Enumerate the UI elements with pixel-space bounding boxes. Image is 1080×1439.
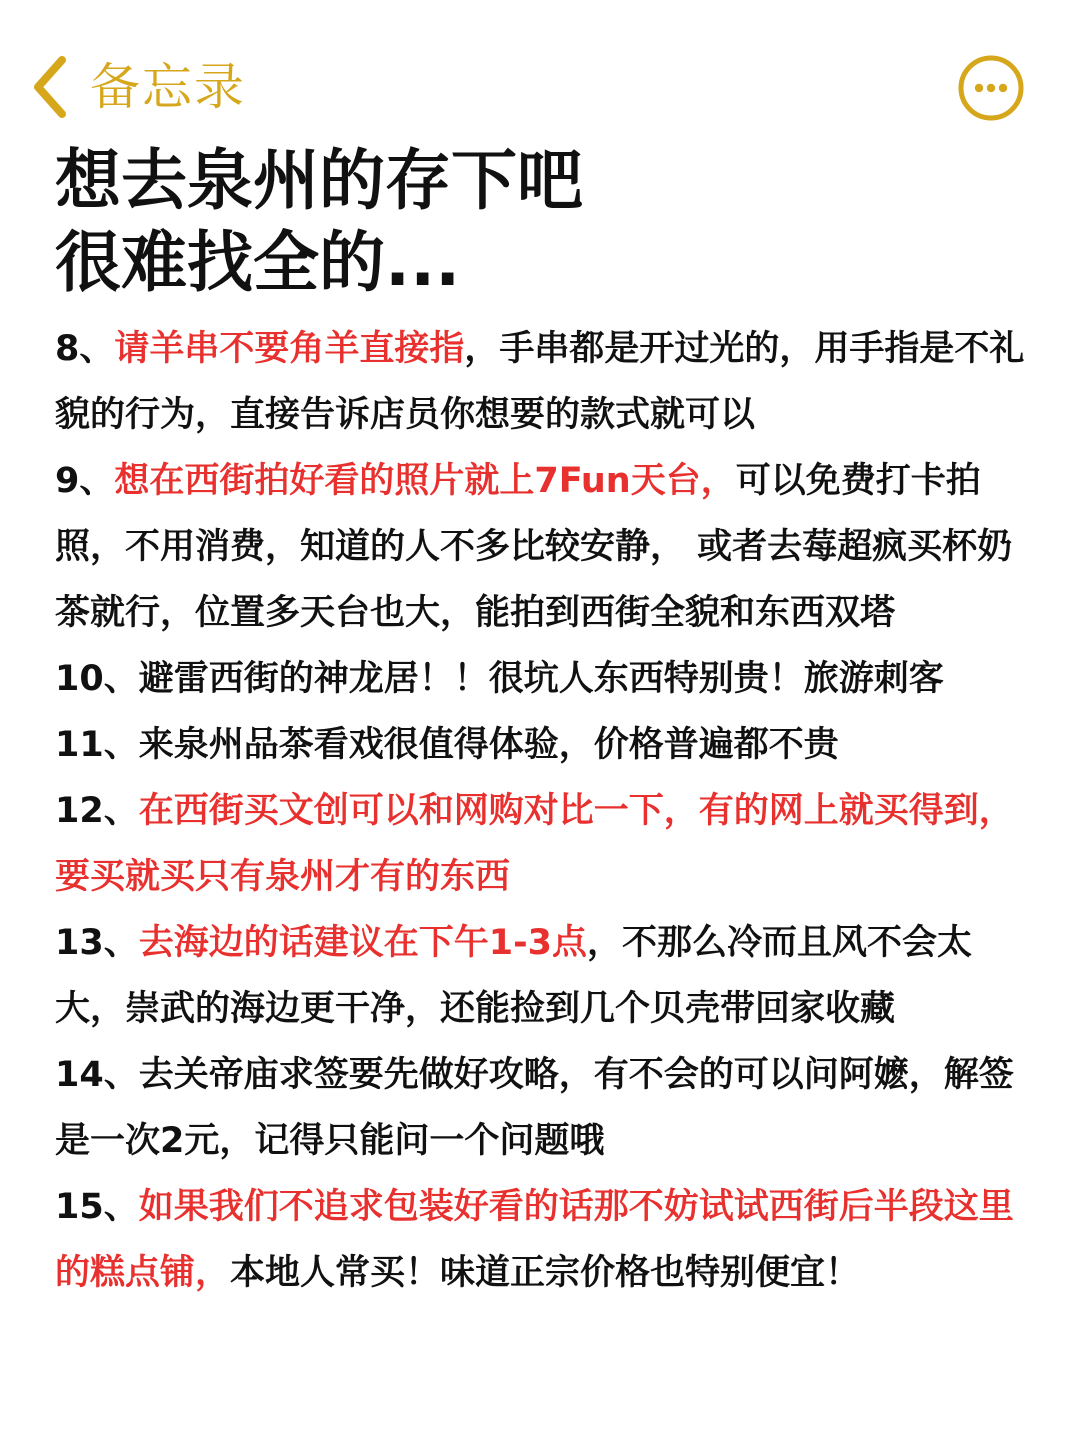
tip-text: ，手串都是开过光的，用手指是不礼貌的行为，直接告诉店员你想要的款式就可以 bbox=[55, 329, 1025, 435]
tip-text: 去关帝庙求签要先做好攻略，有不会的可以问阿嬷，解签是一次2元，记得只能问一个问题哦 bbox=[55, 1055, 1014, 1161]
chevron-left-icon bbox=[28, 52, 72, 122]
tip-number: 10、 bbox=[55, 659, 139, 699]
tip-highlight: 如果我们不追求包装好看的话那不妨试试西街后半段这里的糕点铺， bbox=[55, 1187, 1014, 1293]
tip-text: ，不那么冷而且风不会太大，崇武的海边更干净，还能捡到几个贝壳带回家收藏 bbox=[55, 923, 972, 1029]
tip-text: 避雷西街的神龙居！！很坑人东西特别贵！旅游刺客 bbox=[138, 659, 944, 699]
tip-number: 8、 bbox=[55, 329, 115, 369]
tip-highlight: 在西街买文创可以和网购对比一下，有的网上就买得到，要买就买只有泉州才有的东西 bbox=[55, 791, 1014, 897]
back-label: 备忘录 bbox=[90, 58, 246, 116]
note-title bbox=[55, 140, 1035, 304]
tip-item-14 bbox=[55, 1042, 1030, 1174]
tip-text: 可以免费打卡拍照，不用消费，知道的人不多比较安静， 或者去莓超疯买杯奶茶就行，位置多天台也大，能拍到西街全貌和东西双塔 bbox=[55, 461, 1013, 633]
tip-item-12 bbox=[55, 778, 1030, 910]
more-horizontal-icon bbox=[957, 54, 1025, 122]
tip-text: 本地人常买！味道正宗价格也特别便宜！ bbox=[230, 1253, 861, 1293]
tip-item-15 bbox=[55, 1174, 1030, 1306]
navigation-bar bbox=[0, 0, 1080, 140]
tip-text: 来泉州品茶看戏很值得体验，价格普遍都不贵 bbox=[138, 725, 839, 765]
tip-item-8 bbox=[55, 316, 1030, 448]
tip-item-11 bbox=[55, 712, 1030, 778]
more-button[interactable] bbox=[957, 54, 1025, 122]
tip-item-9 bbox=[55, 448, 1030, 646]
tip-number: 14、 bbox=[55, 1055, 139, 1095]
tip-number: 12、 bbox=[55, 791, 139, 831]
back-button[interactable] bbox=[28, 52, 246, 122]
tip-number: 11、 bbox=[55, 725, 139, 765]
tip-item-10 bbox=[55, 646, 1030, 712]
tip-highlight: 想在西街拍好看的照片就上7Fun天台， bbox=[114, 461, 736, 501]
tip-highlight: 请羊串不要角羊直接指 bbox=[114, 329, 465, 369]
tips-list bbox=[55, 316, 1030, 1306]
tip-number: 9、 bbox=[55, 461, 115, 501]
title-line-2: 很难找全的... bbox=[55, 224, 461, 301]
tip-number: 13、 bbox=[55, 923, 139, 963]
tip-number: 15、 bbox=[55, 1187, 139, 1227]
title-line-1: 想去泉州的存下吧 bbox=[55, 142, 583, 219]
tip-item-13 bbox=[55, 910, 1030, 1042]
tip-highlight: 去海边的话建议在下午1-3点 bbox=[138, 923, 587, 963]
